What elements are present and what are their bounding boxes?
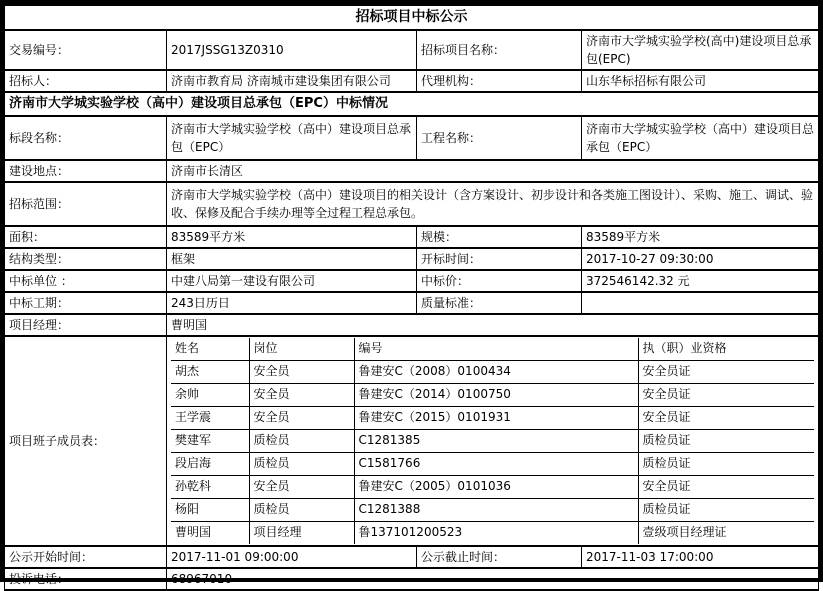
member-name: 樊建军	[171, 429, 249, 452]
bid-price-label: 中标价：	[417, 270, 582, 292]
team-row	[171, 475, 814, 498]
member-position: 质检员	[249, 452, 354, 475]
area-value: 83589平方米	[167, 226, 417, 248]
member-name: 曹明国	[171, 521, 249, 544]
member-name: 孙乾科	[171, 475, 249, 498]
team-header-name: 姓名	[171, 338, 249, 361]
team-header-position: 岗位	[249, 338, 354, 361]
member-cert-no: 鲁137101200523	[354, 521, 638, 544]
team-label: 项目班子成员表：	[5, 336, 167, 546]
scale-value: 83589平方米	[582, 226, 819, 248]
member-position: 安全员	[249, 360, 354, 383]
tenderee-value: 济南市教育局 济南城市建设集团有限公司	[167, 70, 417, 92]
quality-standard-label: 质量标准：	[417, 292, 582, 314]
bid-price-value: 372546142.32 元	[582, 270, 819, 292]
section-title: 济南市大学城实验学校（高中）建设项目总承包（EPC）中标情况	[5, 92, 819, 116]
scope-label: 招标范围：	[5, 182, 167, 226]
transaction-no-value: 2017JSSG13Z0310	[167, 30, 417, 70]
bid-project-name-label: 招标项目名称：	[417, 30, 582, 70]
team-row	[171, 429, 814, 452]
member-qualification: 壹级项目经理证	[638, 521, 814, 544]
member-name: 杨阳	[171, 498, 249, 521]
member-position: 安全员	[249, 383, 354, 406]
member-cert-no: 鲁建安C（2008）0100434	[354, 360, 638, 383]
section-name-value: 济南市大学城实验学校（高中）建设项目总承包（EPC）	[167, 116, 417, 160]
quality-standard-value	[582, 292, 819, 314]
project-manager-label: 项目经理：	[5, 314, 167, 336]
member-qualification: 质检员证	[638, 429, 814, 452]
row-tenderee	[5, 70, 819, 92]
member-qualification: 质检员证	[638, 452, 814, 475]
row-location	[5, 160, 819, 182]
bid-open-time-label: 开标时间：	[417, 248, 582, 270]
member-qualification: 质检员证	[638, 498, 814, 521]
project-name-value: 济南市大学城实验学校（高中）建设项目总承包（EPC）	[582, 116, 819, 160]
project-manager-value: 曹明国	[167, 314, 819, 336]
member-name: 段启海	[171, 452, 249, 475]
member-cert-no: 鲁建安C（2014）0100750	[354, 383, 638, 406]
row-structure	[5, 248, 819, 270]
bid-project-name-value: 济南市大学城实验学校(高中)建设项目总承包(EPC)	[582, 30, 819, 70]
bid-open-time-value: 2017-10-27 09:30:00	[582, 248, 819, 270]
member-qualification: 安全员证	[638, 406, 814, 429]
winner-value: 中建八局第一建设有限公司	[167, 270, 417, 292]
duration-label: 中标工期：	[5, 292, 167, 314]
team-header-cert-no: 编号	[354, 338, 638, 361]
row-transaction	[5, 30, 819, 70]
duration-value: 243日历日	[167, 292, 417, 314]
team-header-qualification: 执（职）业资格	[638, 338, 814, 361]
team-row	[171, 383, 814, 406]
page-title: 招标项目中标公示	[5, 5, 819, 30]
location-value: 济南市长清区	[167, 160, 819, 182]
member-name: 余帅	[171, 383, 249, 406]
team-row	[171, 521, 814, 544]
structure-type-label: 结构类型：	[5, 248, 167, 270]
member-position: 安全员	[249, 475, 354, 498]
row-scope	[5, 182, 819, 226]
tenderee-label: 招标人：	[5, 70, 167, 92]
publicity-end-label: 公示截止时间：	[417, 546, 582, 568]
structure-type-value: 框架	[167, 248, 417, 270]
complaint-phone-label: 投诉电话：	[5, 568, 167, 590]
member-name: 胡杰	[171, 360, 249, 383]
announcement-table	[4, 4, 819, 591]
team-table-cell	[167, 336, 819, 546]
transaction-no-label: 交易编号：	[5, 30, 167, 70]
member-position: 项目经理	[249, 521, 354, 544]
row-team	[5, 336, 819, 546]
project-name-label: 工程名称：	[417, 116, 582, 160]
row-winner	[5, 270, 819, 292]
winner-label: 中标单位 ：	[5, 270, 167, 292]
team-row	[171, 498, 814, 521]
team-row	[171, 452, 814, 475]
publicity-start-value: 2017-11-01 09:00:00	[167, 546, 417, 568]
member-qualification: 安全员证	[638, 383, 814, 406]
row-section-name	[5, 116, 819, 160]
member-qualification: 安全员证	[638, 475, 814, 498]
member-position: 质检员	[249, 498, 354, 521]
scope-value: 济南市大学城实验学校（高中）建设项目的相关设计（含方案设计、初步设计和各类施工图设计）、采购、施工、调试、验收、保修及配合手续办理等全过程工程总承包。	[167, 182, 819, 226]
member-cert-no: C1581766	[354, 452, 638, 475]
row-area	[5, 226, 819, 248]
team-row	[171, 360, 814, 383]
team-row	[171, 406, 814, 429]
member-cert-no: C1281388	[354, 498, 638, 521]
member-qualification: 安全员证	[638, 360, 814, 383]
member-name: 王学震	[171, 406, 249, 429]
agency-value: 山东华标招标有限公司	[582, 70, 819, 92]
section-name-label: 标段名称：	[5, 116, 167, 160]
complaint-phone-value: 68967010	[167, 568, 819, 590]
section-header-row	[5, 92, 819, 116]
row-publicity	[5, 546, 819, 568]
member-position: 安全员	[249, 406, 354, 429]
publicity-end-value: 2017-11-03 17:00:00	[582, 546, 819, 568]
agency-label: 代理机构：	[417, 70, 582, 92]
publicity-start-label: 公示开始时间：	[5, 546, 167, 568]
member-cert-no: 鲁建安C（2005）0101036	[354, 475, 638, 498]
row-complaint-phone	[5, 568, 819, 590]
location-label: 建设地点：	[5, 160, 167, 182]
member-cert-no: C1281385	[354, 429, 638, 452]
member-position: 质检员	[249, 429, 354, 452]
row-duration	[5, 292, 819, 314]
member-cert-no: 鲁建安C（2015）0101931	[354, 406, 638, 429]
row-project-manager	[5, 314, 819, 336]
area-label: 面积：	[5, 226, 167, 248]
scale-label: 规模：	[417, 226, 582, 248]
team-header-row	[171, 338, 814, 361]
team-table	[171, 338, 814, 544]
title-row	[5, 5, 819, 30]
